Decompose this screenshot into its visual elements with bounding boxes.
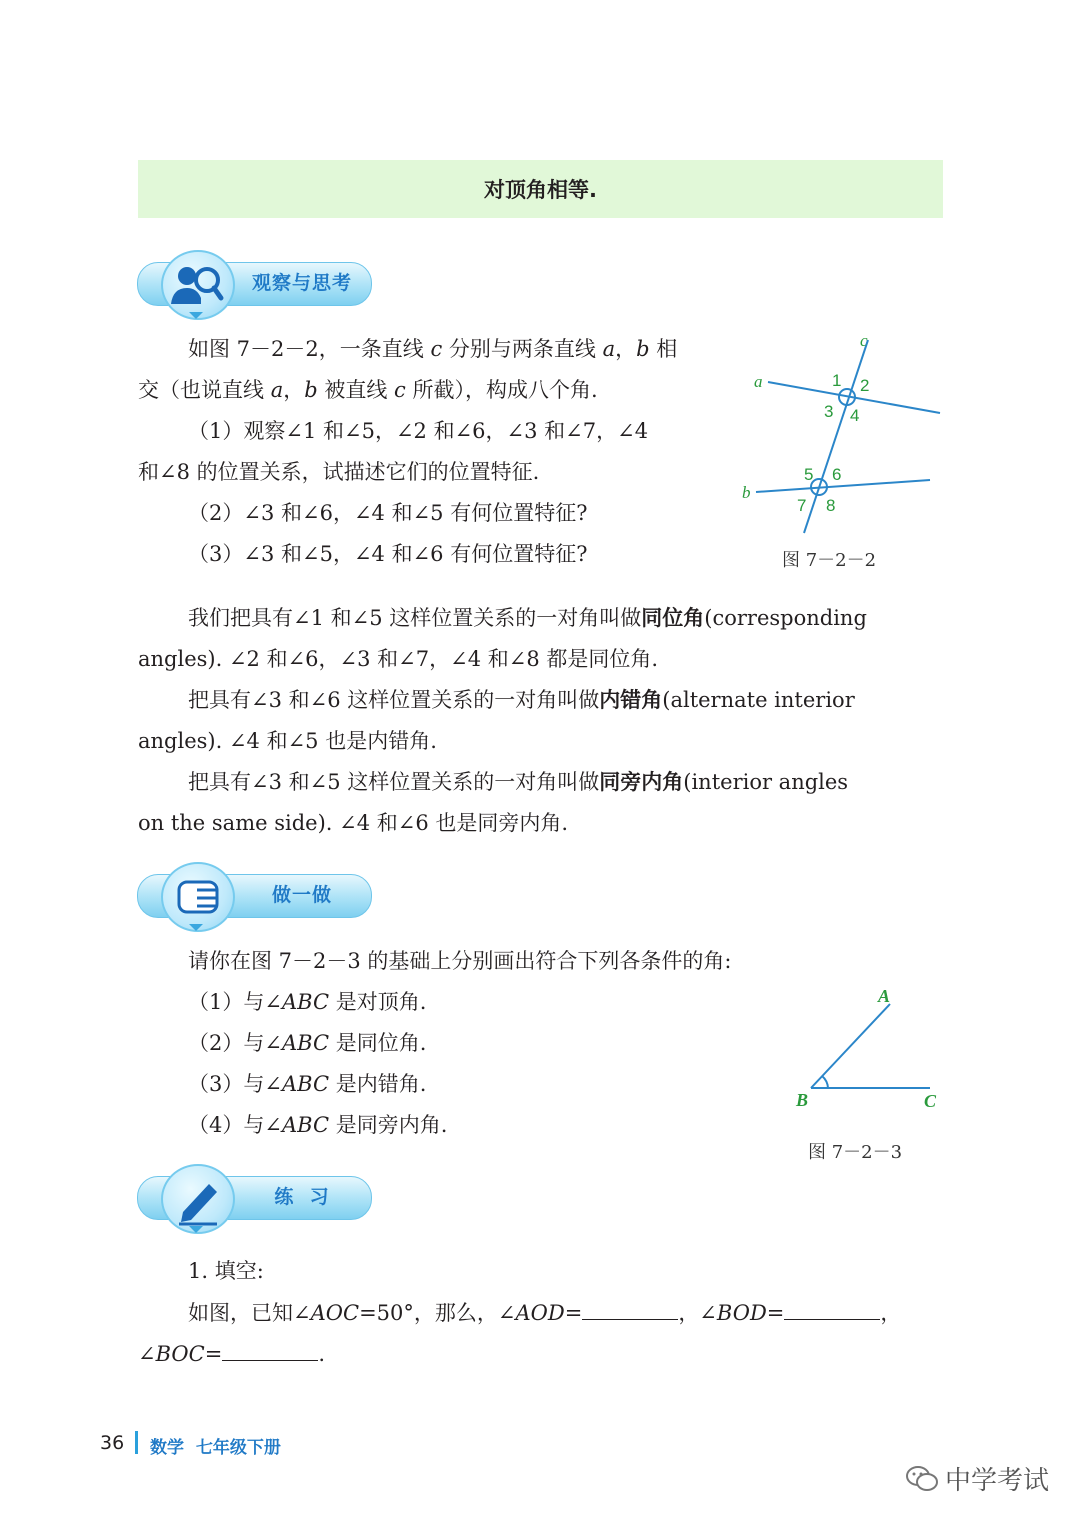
definition-same-side-line1: 把具有∠3 和∠5 这样位置关系的一对角叫做同旁内角(interior angles — [188, 770, 849, 794]
question-3: （3）∠3 和∠5，∠4 和∠6 有何位置特征? — [188, 542, 588, 566]
question-2: （2）∠3 和∠6，∠4 和∠5 有何位置特征? — [188, 501, 588, 525]
do-item-4: （4）与∠ABC 是同旁内角. — [188, 1113, 448, 1137]
term-corresponding-angles: 同位角 — [641, 606, 705, 630]
line-b — [756, 480, 930, 492]
book-title: 数学 七年级下册 — [150, 1438, 281, 1458]
angle-label-7: 7 — [797, 496, 807, 515]
label-b: b — [742, 483, 751, 502]
figure-7-2-2-caption: 图 7－2－2 — [782, 550, 877, 571]
practice-fill-line2: ∠BOC= . — [138, 1338, 325, 1369]
angle-label-8: 8 — [826, 496, 836, 515]
ray-BA — [811, 1004, 890, 1088]
do-item-1: （1）与∠ABC 是对顶角. — [188, 990, 427, 1014]
angle-arc — [822, 1076, 828, 1088]
observe-paragraph-line1: 如图 7－2－2，一条直线 c 分别与两条直线 a，b 相 — [188, 337, 678, 361]
definition-alternate-line2: angles). ∠4 和∠5 也是内错角. — [138, 729, 437, 753]
label-B: B — [796, 1090, 809, 1110]
section-title-observe: 观察与思考 — [251, 272, 352, 294]
label-C: C — [924, 1091, 937, 1111]
figure-7-2-3-caption: 图 7－2－3 — [808, 1142, 903, 1163]
theorem-box — [138, 160, 943, 218]
term-alternate-interior-angles: 内错角 — [599, 688, 663, 712]
label-c: c — [860, 331, 868, 350]
do-item-3: （3）与∠ABC 是内错角. — [188, 1072, 427, 1096]
pencil-icon — [161, 1164, 235, 1234]
angle-label-6: 6 — [832, 465, 842, 484]
section-banner-do — [137, 862, 372, 922]
angle-label-4: 4 — [850, 406, 860, 425]
answer-blank-boc[interactable] — [222, 1338, 318, 1361]
definition-same-side-line2: on the same side). ∠4 和∠6 也是同旁内角. — [138, 811, 569, 835]
section-banner-observe — [137, 250, 372, 310]
magnifier-person-icon — [161, 250, 235, 320]
section-banner-practice — [137, 1164, 372, 1224]
do-item-2: （2）与∠ABC 是同位角. — [188, 1031, 427, 1055]
definition-alternate-line1: 把具有∠3 和∠6 这样位置关系的一对角叫做内错角(alternate interior — [188, 688, 855, 712]
figure-7-2-2 — [740, 330, 950, 540]
label-a: a — [754, 372, 763, 391]
label-A: A — [878, 986, 891, 1006]
figure-7-2-3 — [790, 982, 950, 1112]
answer-blank-bod[interactable] — [784, 1297, 880, 1320]
wechat-icon — [905, 1464, 939, 1494]
page-number: 36 — [100, 1432, 125, 1454]
practice-fill-line1: 如图，已知∠AOC=50°，那么，∠AOD= ，∠BOD= ， — [188, 1297, 901, 1328]
hand-icon — [161, 862, 235, 932]
observe-paragraph-line2: 交（也说直线 a，b 被直线 c 所截），构成八个角. — [138, 378, 598, 402]
practice-question-1: 1. 填空: — [188, 1259, 264, 1283]
question-1-line2: 和∠8 的位置关系，试描述它们的位置特征. — [138, 460, 540, 484]
angle-label-3: 3 — [824, 402, 834, 421]
angle-label-1: 1 — [832, 371, 842, 390]
watermark — [905, 1460, 1049, 1497]
definition-corresponding-line1: 我们把具有∠1 和∠5 这样位置关系的一对角叫做同位角(corresponding — [188, 606, 867, 630]
footer-divider — [135, 1431, 138, 1454]
term-interior-angles-same-side: 同旁内角 — [599, 770, 684, 794]
theorem-text: 对顶角相等. — [484, 178, 597, 202]
question-1-line1: （1）观察∠1 和∠5，∠2 和∠6，∠3 和∠7，∠4 — [188, 419, 649, 443]
angle-label-5: 5 — [804, 465, 814, 484]
section-title-practice: 练 习 — [274, 1186, 330, 1208]
watermark-text: 中学考试 — [945, 1466, 1050, 1496]
definition-corresponding-line2: angles). ∠2 和∠6，∠3 和∠7，∠4 和∠8 都是同位角. — [138, 647, 659, 671]
answer-blank-aod[interactable] — [582, 1297, 678, 1320]
do-intro: 请你在图 7－2－3 的基础上分别画出符合下列各条件的角: — [188, 949, 732, 973]
section-title-do: 做一做 — [271, 884, 332, 906]
angle-label-2: 2 — [860, 376, 870, 395]
line-c — [804, 340, 868, 533]
